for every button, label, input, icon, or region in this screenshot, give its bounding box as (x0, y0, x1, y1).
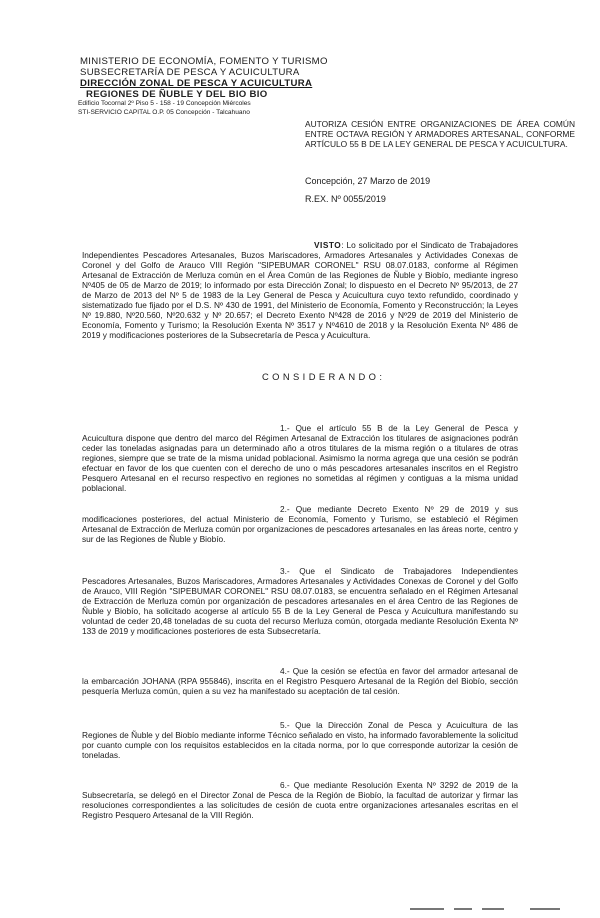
considerando-5: 5.- Que la Dirección Zonal de Pesca y Acuicultura de las Regiones de Ñuble y del Biobío mediante informe Técnico señalado en visto, ha informado favorablemente la solicitud por cuanto cumple con los requisitos establecidos en la citada norma, por lo que corresponde autorizar la cesión de toneladas. (82, 720, 518, 761)
regiones-name: REGIONES DE ÑUBLE Y DEL BIO BIO (86, 89, 268, 100)
considerando-3: 3.- Que el Sindicato de Trabajadores Independientes Pescadores Artesanales, Buzos Mariscadores, Armadores Artesanales y Actividades Conexas de Coronel y del Golfo de Arauco, VIII Región "SIPEBUMAR CORONEL" RSU 08.07.0183, se encuentra señalado en el Régimen Artesanal de Extracción de Merluza común por organización de pescadores artesanales en el área Centro de las Regiones de Ñuble y Biobío, ha solicitado acogerse al artículo 55 B de la Ley General de Pesca y Acuicultura manifestando su voluntad de ceder 20,48 toneladas de su cuota del recurso Merluza común, otorgada mediante Resolución Exenta Nº 133 de 2019 y modificaciones posteriores de esta Subsecretaría. (82, 566, 518, 637)
visto-text: : Lo solicitado por el Sindicato de Trabajadores Independientes Pescadores Artesanales, Buzos Mariscadores, Armadores Artesanales y Actividades Conexas de Coronel y del Golfo de Arauco VIII Región "SIPEBUMAR CORONEL" RSU 08.07.0183, conforme al Régimen Artesanal de Extracción de Merluza común en el Área Común de las Regiones de Ñuble y Biobío, mediante ingreso Nº405 de 05 de Marzo de 2019; lo informado por esta Dirección Zonal; lo dispuesto en el Decreto Nº 95/2013, de 27 de Marzo de 2013 del Nº 5 de 1983 de la Ley General de Pesca y Acuicultura cuyo texto refundido, coordinado y sistematizado fue fijado por el D.S. Nº 430 de 1991, del Ministerio de Economía, Fomento y Reconstrucción; la Leyes Nº 19.880, Nº20.560, Nº20.632 y Nº 20.657; el Decreto Exento Nº428 de 2016 y Nº29 de 2019 del Ministerio de Economía, Fomento y Turismo; la Resolución Exenta Nº 3517 y Nº4610 de 2018 y la Resolución Exenta Nº 486 de 2019 y modificaciones posteriores de la Subsecretaría de Pesca y Acuicultura. (82, 240, 518, 341)
considerando-1: 1.- Que el artículo 55 B de la Ley General de Pesca y Acuicultura dispone que dentro del marco del Régimen Artesanal de Extracción los titulares de asignaciones podrán ceder las toneladas asignadas para un determinado año a otros titulares de la misma región o a titulares de otras regiones, siempre que se trate de la misma unidad poblacional. Asimismo la norma agrega que una cesión se podrán efectuar en favor de los que cuenten con el derecho de uno o más pescadores artesanales inscritos en el Registro Pesquero Artesanal en el recurso respectivo en regiones no sometidas al régimen y contiguas a la misma unidad poblacional. (82, 423, 518, 494)
considerando-4: 4.- Que la cesión se efectúa en favor del armador artesanal de la embarcación JOHANA (RPA 955846), inscrita en el Registro Pesquero Artesanal de la Región del Biobío, sección pesquería Merluza común, quien a su vez ha manifestado su aceptación de tal cesión. (82, 666, 518, 697)
visto-paragraph (82, 240, 518, 340)
letterhead (80, 56, 340, 117)
considerando-6: 6.- Que mediante Resolución Exenta Nº 3292 de 2019 de la Subsecretaría, se delegó en el Director Zonal de Pesca de la Región de Biobío, la facultad de autorizar y firmar las resoluciones correspondientes a las solicitudes de cesión de cuota entre organizaciones artesanales escritas en el Registro Pesquero Artesanal de la VIII Región. (82, 780, 518, 821)
resolution-number: R.EX. Nº 0055/2019 (305, 194, 386, 204)
visto-label: VISTO (314, 240, 342, 250)
address-line-1: Edificio Tocornal 2º Piso 5 - 158 - 19 Concepción Miércoles (78, 100, 251, 107)
place-date: Concepción, 27 Marzo de 2019 (305, 176, 431, 186)
resolution-subject: AUTORIZA CESIÓN ENTRE ORGANIZACIONES DE ÁREA COMÚN ENTRE OCTAVA REGIÓN Y ARMADORES ARTESANAL, CONFORME ARTÍCULO 55 B DE LA LEY GENERAL DE PESCA Y ACUICULTURA. (305, 119, 575, 149)
ministry-name: MINISTERIO DE ECONOMÍA, FOMENTO Y TURISMO (80, 56, 328, 67)
subsecretaria-name: SUBSECRETARÍA DE PESCA Y ACUICULTURA (80, 67, 300, 78)
direccion-zonal: DIRECCIÓN ZONAL DE PESCA Y ACUICULTURA (80, 78, 313, 89)
considerando-2: 2.- Que mediante Decreto Exento Nº 29 de 2019 y sus modificaciones posteriores, del actual Ministerio de Economía, Fomento y Turismo, se estableció el Régimen Artesanal de Extracción de Merluza común por organizaciones de pescadores artesanales en las áreas norte, centro y sur de las Regiones de Ñuble y Biobío. (82, 504, 518, 545)
address-line-2: STI-SERVICIO CAPITAL O.P. 05 Concepción - Talcahuano (78, 108, 250, 116)
considerando-heading: CONSIDERANDO: (262, 371, 386, 382)
page-footer-marks (410, 908, 570, 910)
